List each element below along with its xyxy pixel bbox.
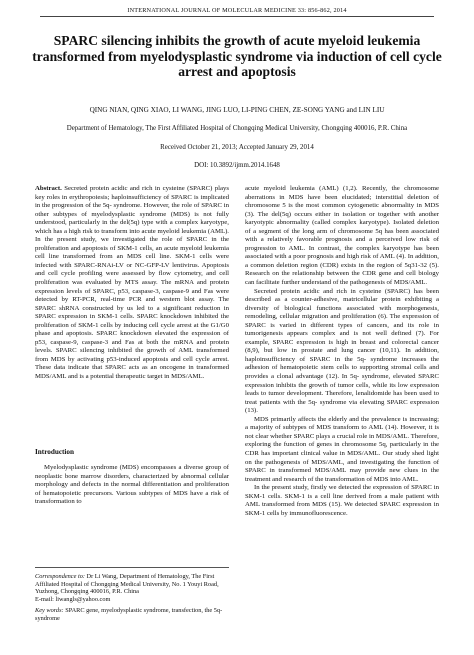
- right-column: [245, 185, 439, 518]
- abstract-label: Abstract.: [35, 185, 62, 192]
- author-list: QING NIAN, QING XIAO, LI WANG, JING LUO, LI-PING CHEN, ZE-SONG YANG and LIN LIU: [89, 106, 385, 114]
- introduction-heading: Introduction: [35, 448, 75, 456]
- footnotes: [35, 567, 229, 625]
- journal-header: INTERNATIONAL JOURNAL OF MOLECULAR MEDICINE 33: 856-862, 2014: [127, 7, 347, 14]
- correspondence-text: Dr Li Wang, Department of Hematology, The First Affiliated Hospital of Chongqing Medical University, No. 1 Youyi Road, Yuzhong, Chongqing 400016, P.R. China: [35, 573, 219, 596]
- intro-paragraph: Myelodysplastic syndrome (MDS) encompasses a diverse group of neoplastic bone marrow disorders, characterized by abnormal cellular morphology and defects in the normal differentiation and proliferation of hematopoietic precursors. Various subtypes of MDS have a risk of transformation to: [35, 464, 229, 506]
- header-rule: [40, 16, 434, 17]
- received-dates: Received October 21, 2013; Accepted January 29, 2014: [160, 144, 314, 151]
- keywords-note: [35, 607, 229, 622]
- abstract-text: Secreted protein acidic and rich in cysteine (SPARC) plays key roles in erythropoiesis; haploinsufficiency of SPARC is implicated in the progression of the 5q- syndrome. However, the role of SPARC in other subtypes of myelodysplastic syndrome (MDS) is not fully understood, particularly in the del(5q) type with a complex karyotype, which has a high risk to transform into acute myeloid leukemia (AML). In the present study, we investigated the role of SPARC in the proliferation and apoptosis of SKM-1 cells, an acute myeloid leukemia cell line transformed from an MDS cell line. SKM-1 cells were infected with SPARC-RNAi-LV or NC-GFP-LV lentivirus. Apoptosis and cell cycle profiling were assessed by flow cytometry, and cell proliferation was evaluated by MTS assay. The mRNA and protein expression levels of SPARC, p53, caspase-3, caspase-9 and Fas were detected by RT-PCR, real-time PCR and western blot assay. The SPARC shRNA constructed by us led to a significant reduction in SPARC expression in SKM-1 cells. SPARC knockdown inhibited the proliferation of SKM-1 cells by inducing cell cycle arrest at the G1/G0 phase and apoptosis. SPARC knockdown elevated the expression of p53, caspase-9, caspase-3 and Fas at both the mRNA and protein levels. SPARC silencing inhibited the growth of AML transformed from MDS by activating p53-induced apoptosis and cell cycle arrest. These data indicate that SPARC acts as an oncogene in transformed MDS/AML and is a potential therapeutic target in MDS/AML.: [35, 185, 229, 381]
- right-paragraph-3: MDS primarily affects the elderly and the prevalence is increasing; a majority of subtypes of MDS transform to AML (14). However, it is not clear whether SPARC plays a crucial role in MDS/AML. Therefore, exploring the function of genes in chromosome 5q, particularly in the CDR has important clinical value in MDS/AML. Our study shed light on the pathogenesis of MDS/AML, and investigating the function of SPARC in transformed MDS/AML may provide new clues in the treatment and research of the transformation of MDS into AML.: [245, 415, 439, 483]
- doi: DOI: 10.3892/ijmm.2014.1648: [194, 162, 280, 169]
- correspondence-email: E-mail: liwangls@yahoo.com: [35, 596, 111, 604]
- keywords-label: Key words:: [35, 606, 64, 614]
- right-paragraph-4: In the present study, firstly we detected the expression of SPARC in SKM-1 cells. SKM-1 is a cell line derived from a male patient with AML transformed from MDS (15). We detected SPARC expression in SKM-1 cells by immunofluorescence.: [245, 484, 439, 517]
- abstract-paragraph: [35, 185, 229, 382]
- paper-title: SPARC silencing inhibits the growth of acute myeloid leukemia transformed from myelodysplastic syndrome via induction of cell cycle arrest and apoptosis: [32, 33, 442, 79]
- right-paragraph-2: Secreted protein acidic and rich in cysteine (SPARC) has been described as a counter-adhesive, matricellular protein exhibiting a diversity of biological functions associated with morphogenesis, remodeling, cellular migration and proliferation (6). The expression of SPARC is varied in different types of cancers, and its role in tumorigenesis appears complex and is not well defined (7). For example, SPARC expression is high in breast and colorectal cancer (8,9), but low in prostate and lung cancer (10,11). In addition, haploinsufficiency of SPARC in the 5q- syndrome increases the adhesion of hematopoietic stem cells to supporting stromal cells and provides a clonal advantage (12). In 5q- syndrome, elevated SPARC expression inhibits the growth of tumor cells, while its low expression leads to tumor development. Therefore, lenalidomide has been used to treat patients with the 5q- syndrome via elevating SPARC expression (13).: [245, 287, 439, 415]
- correspondence-label: Correspondence to:: [35, 573, 85, 580]
- right-paragraph-1: acute myeloid leukemia (AML) (1,2). Recently, the chromosome aberrations in MDS have been elucidated; interstitial deletion of chromosome 5 is the most common cytogenetic abnormality in MDS (3). The del(5q) occurs either in isolation or together with another karyotypic abnormality (called complex karyotype). Isolated deletion of a segment of the long arm of chromosome 5q has been associated with a relatively favorable prognosis and a perceived low risk of progression to AML. In contrast, the complex karyotype has been associated with a poor prognosis and high risk of AML (4). In addition, a common deletion region (CDR) exists in the region of 5q31-32 (5). Research on the relationship between the CDR gene and cell biology can facilitate further understand of the pathogenesis of MDS/AML.: [245, 185, 439, 287]
- abstract-block: [35, 185, 229, 382]
- introduction-left: [35, 464, 229, 507]
- affiliation: Department of Hematology, The First Affiliated Hospital of Chongqing Medical University, Chongqing 400016, P.R. China: [66, 125, 408, 132]
- keywords-text: SPARC gene, myelodysplastic syndrome, transfection, the 5q- syndrome: [35, 606, 223, 622]
- correspondence-note: [35, 573, 229, 604]
